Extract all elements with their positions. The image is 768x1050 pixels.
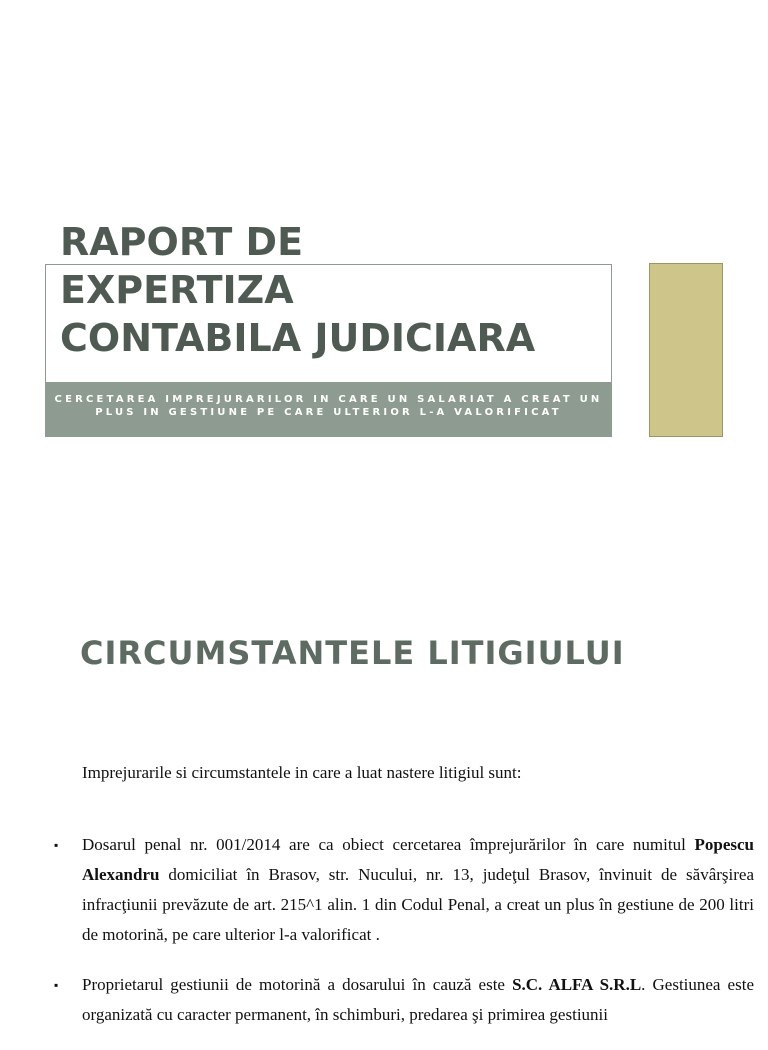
- person-name: Popescu Alexandru: [82, 835, 754, 884]
- company-name: S.C. ALFA S.R.L: [512, 975, 642, 994]
- paragraph-text: Proprietarul gestiunii de motorină a dosarului în cauză este: [82, 975, 513, 994]
- slide-title: [60, 218, 535, 362]
- title-line: EXPERTIZA: [60, 268, 294, 312]
- subtitle-line: PLUS IN GESTIUNE PE CARE ULTERIOR L-A VALORIFICAT: [95, 407, 562, 418]
- subtitle-line: CERCETAREA IMPREJURARILOR IN CARE UN SALARIAT A CREAT UN: [54, 394, 603, 405]
- list-item: [54, 970, 754, 1030]
- paragraph-text: domiciliat în Brasov, str. Nucului, nr. 13, judeţul Brasov, învinuit de săvârşirea infracţiunii prevăzute de art. 215^1 alin. 1 din Codul Penal, a creat un plus în gestiune de 200 litri de motorină, pe care ulterior l-a valorificat .: [82, 865, 754, 944]
- section-heading: CIRCUMSTANTELE LITIGIULUI: [80, 634, 625, 672]
- square-bullet-icon: ▪: [54, 978, 59, 992]
- intro-text: Imprejurarile si circumstantele in care a luat nastere litigiul sunt:: [82, 763, 522, 782]
- title-line: CONTABILA JUDICIARA: [60, 316, 536, 360]
- slide-subtitle: [52, 393, 605, 419]
- list-item: [54, 830, 754, 950]
- paragraph-text: Dosarul penal nr. 001/2014 are ca obiect cercetarea împrejurărilor în care numitul: [82, 835, 695, 854]
- title-line: RAPORT DE: [60, 220, 304, 264]
- bullet-list: [54, 830, 754, 1050]
- paragraph-text: . Gestiunea este organizată cu caracter permanent, în schimburi, predarea şi primirea gestiunii: [82, 975, 754, 1024]
- accent-block: [649, 263, 723, 437]
- square-bullet-icon: ▪: [54, 838, 59, 852]
